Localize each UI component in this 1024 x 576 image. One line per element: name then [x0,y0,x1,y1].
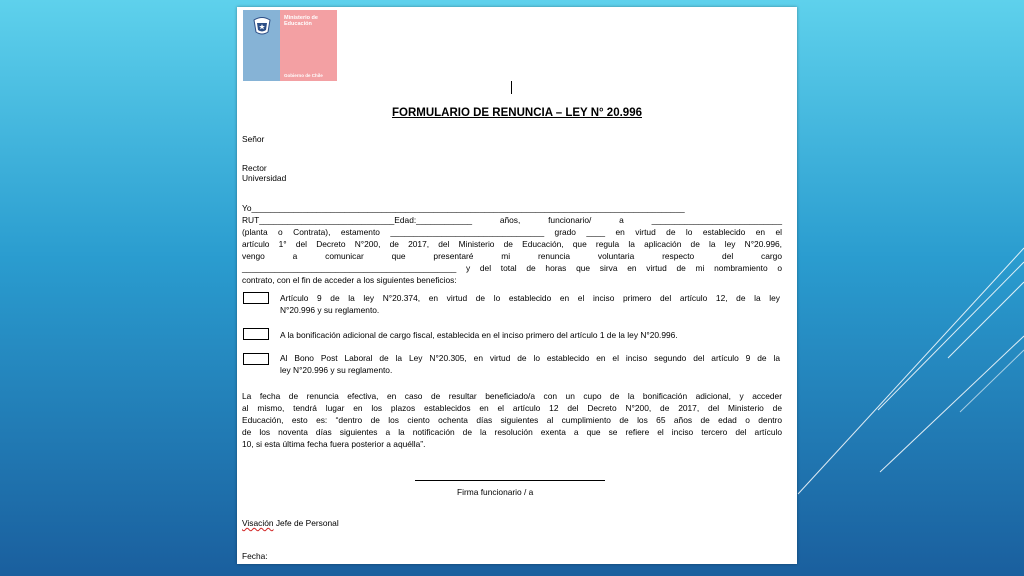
logo-ministry-text: Ministerio de Educación [284,15,318,27]
option-checkbox-3[interactable] [243,353,269,365]
option-checkbox-2[interactable] [243,328,269,340]
form-line-decree: artículo 1° del Decreto N°200, de 2017, del Ministerio de Educación, que regula la aplicación de la ley N°20.996, [242,239,782,249]
visacion-label [242,518,339,528]
signature-line[interactable] [415,480,605,481]
form-line-resignation: vengo a comunicar que presentaré mi renuncia voluntaria respecto del cargo [242,251,782,261]
closing-line-5: 10, si esta última fecha fuera posterior a aquélla”. [242,439,426,449]
option-text-2 [280,330,780,342]
logo-government-text: Gobierno de Chile [284,73,323,78]
recipient-rector: Rector [242,163,267,173]
text-cursor [511,81,512,94]
form-line-estamento[interactable]: (planta o Contrata), estamento _________________________________ grado ____ en virtud de lo establecido en el [242,227,782,237]
recipient-university: Universidad [242,173,287,183]
chile-crest-icon [250,14,274,38]
closing-line-4: de los noventa días siguientes a la notificación de la resolución exenta a que se refiere el inciso tercero del artículo [242,427,782,437]
fecha-label[interactable]: Fecha: [242,551,268,561]
logo-blue-panel [243,10,280,81]
option-2-line-1: A la bonificación adicional de cargo fiscal, establecida en el inciso primero del artículo 1 de la ley N°20.996. [280,330,678,340]
closing-line-2: al mismo, tendrá lugar en los plazos establecidos en el artículo 12 del Decreto N°200, de 2017, del Ministerio de [242,403,782,413]
form-line-benefits-intro: contrato, con el fin de acceder a los siguientes beneficios: [242,275,457,285]
option-3-line-1: Al Bono Post Laboral de la Ley N°20.305, en virtud de lo establecido en el inciso segundo del artículo 9 de la [280,353,780,363]
form-line-name[interactable]: Yo_____________________________________________________________________________________________ [242,203,685,213]
form-title: FORMULARIO DE RENUNCIA – LEY N° 20.996 [392,107,642,119]
form-line-cargo[interactable]: ______________________________________________ y del total de horas que sirva en virtud de mi nombramiento o [242,263,782,273]
visacion-word: Visación [242,518,274,528]
visacion-rest: Jefe de Personal [273,518,339,528]
option-checkbox-1[interactable] [243,292,269,304]
option-text-3 [280,353,780,376]
ministry-logo [243,10,337,81]
option-text-1 [280,293,780,316]
signature-label: Firma funcionario / a [457,487,534,497]
closing-line-1: La fecha de renuncia efectiva, en caso de resultar beneficiado/a con un cupo de la bonificación adicional, y acceder [242,391,782,401]
option-3-line-2: ley N°20.996 y su reglamento. [280,364,393,375]
option-1-line-1: Artículo 9 de la ley N°20.374, en virtud de lo establecido en el inciso primero del artículo 12, de la ley [280,293,780,303]
option-1-line-2: N°20.996 y su reglamento. [280,304,380,315]
document-page[interactable] [237,7,797,564]
salutation: Señor [242,134,265,144]
form-line-rut[interactable]: RUT_____________________________Edad:____________ años, funcionario/ a ____________________________ [242,215,782,225]
closing-line-3: Educación, esto es: “dentro de los ciento ochenta días siguientes al cumplimiento de los 65 años de edad o dentro [242,415,782,425]
